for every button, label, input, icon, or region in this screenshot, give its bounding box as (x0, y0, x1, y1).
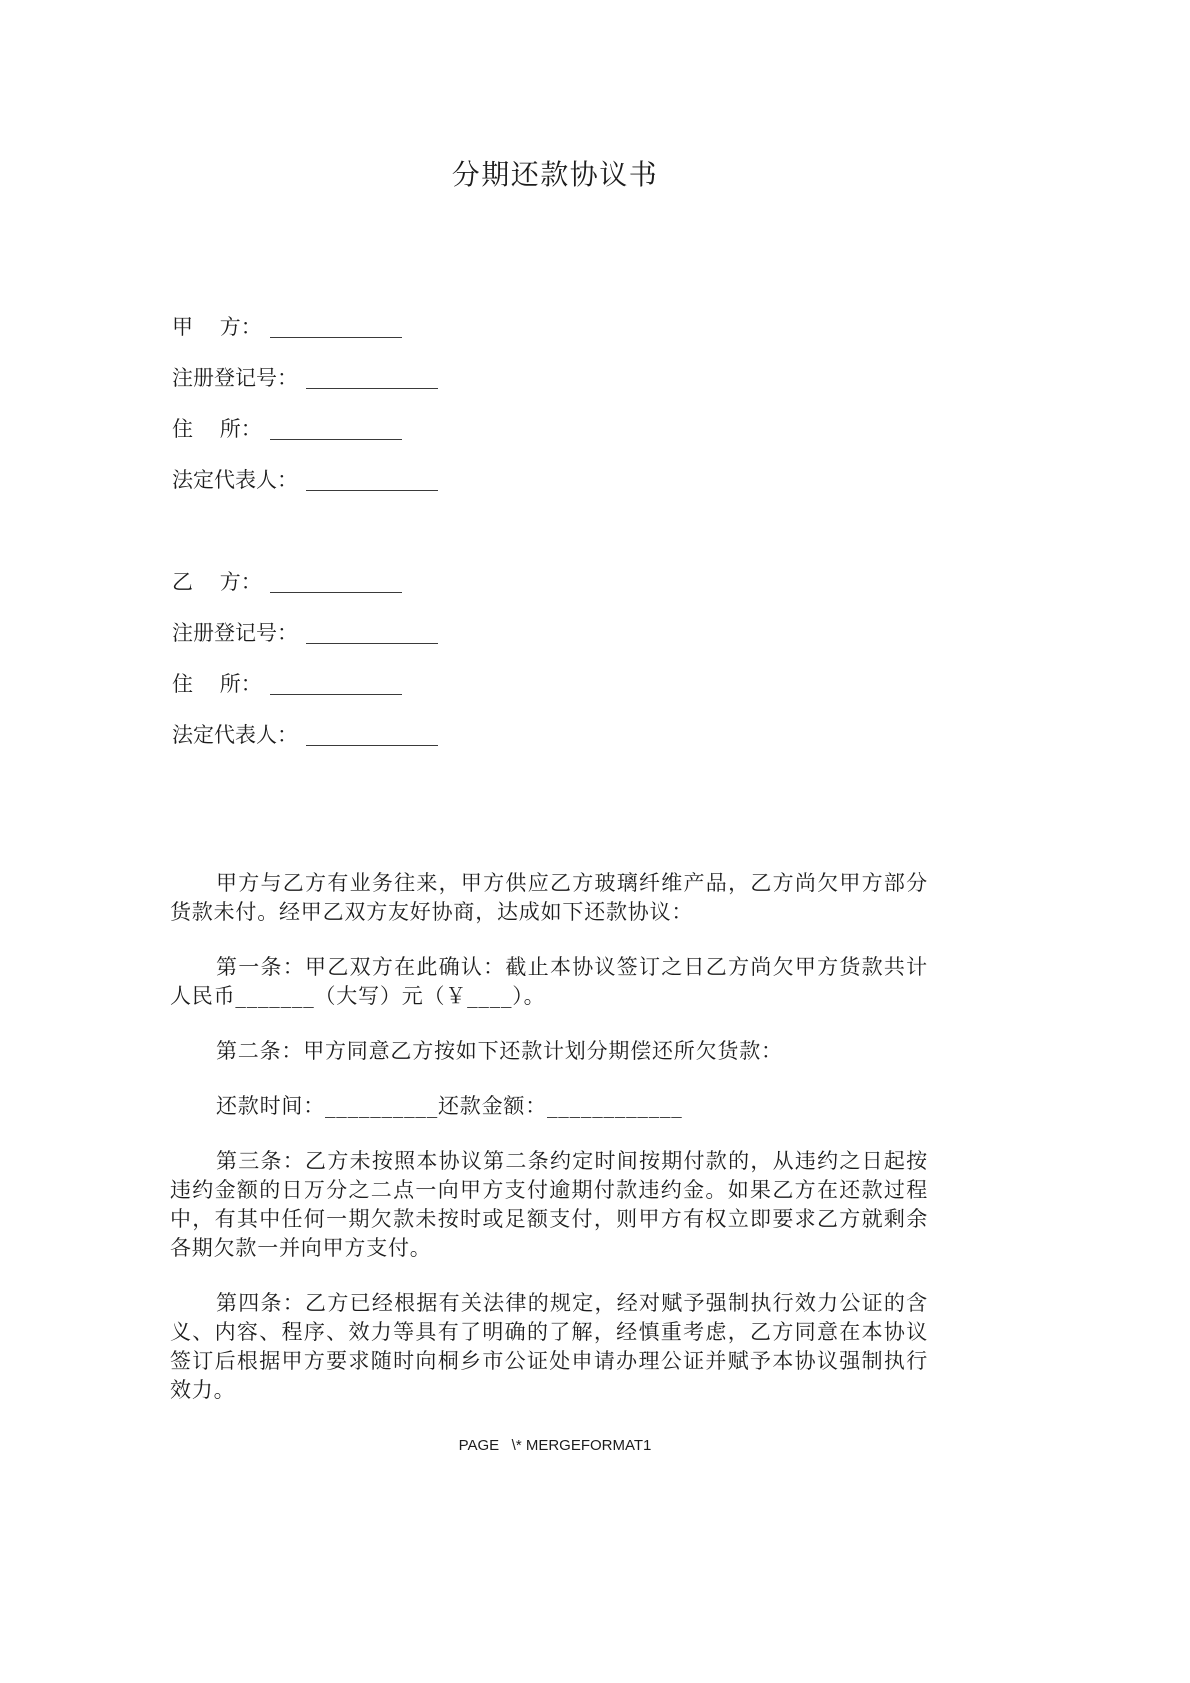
intro-line: 甲方与乙方有业务往来，甲方供应乙方玻璃纤维产品，乙方尚欠甲方部分 (216, 871, 928, 895)
clause-3-line: 各期欠款一并向甲方支付。 (170, 1236, 432, 1260)
party-b-address-blank (270, 676, 402, 695)
party-a-address-label: 住 所： (172, 417, 262, 441)
party-b-name-row (172, 557, 438, 608)
intro-line: 货款未付。经甲乙双方友好协商，达成如下还款协议： (170, 900, 694, 924)
clause-4-line: 效力。 (170, 1378, 236, 1402)
party-a-name-blank (270, 319, 402, 338)
clause-3-line: 违约金额的日万分之二点一向甲方支付逾期付款违约金。如果乙方在还款过程 (170, 1178, 928, 1202)
party-a-representative-blank (306, 472, 438, 491)
repayment-schedule-paragraph (170, 1092, 928, 1121)
party-a-address-blank (270, 421, 402, 440)
clause-4-line: 义、内容、程序、效力等具有了明确的了解，经慎重考虑，乙方同意在本协议 (170, 1320, 928, 1344)
clause-2-paragraph (170, 1037, 928, 1066)
party-a-registration-row (172, 353, 438, 404)
party-a-registration-label: 注册登记号： (172, 366, 298, 390)
party-a-name-label: 甲 方： (172, 315, 262, 339)
clause-3-line: 第三条：乙方未按照本协议第二条约定时间按期付款的，从违约之日起按 (216, 1149, 928, 1173)
party-b-block (172, 557, 438, 761)
party-b-registration-blank (306, 625, 438, 644)
clause-1-line: 第一条：甲乙双方在此确认：截止本协议签订之日乙方尚欠甲方货款共计 (216, 955, 928, 979)
party-b-name-label: 乙 方： (172, 570, 262, 594)
party-b-registration-row (172, 608, 438, 659)
party-b-representative-row (172, 710, 438, 761)
party-a-representative-label: 法定代表人： (172, 468, 298, 492)
party-a-address-row (172, 404, 438, 455)
party-b-representative-blank (306, 727, 438, 746)
clause-2-line: 第二条：甲方同意乙方按如下还款计划分期偿还所欠货款： (216, 1039, 783, 1063)
party-a-name-row (172, 302, 438, 353)
party-b-address-row (172, 659, 438, 710)
page-footer: PAGE \* MERGEFORMAT1 (458, 1437, 652, 1454)
party-b-name-blank (270, 574, 402, 593)
party-a-representative-row (172, 455, 438, 506)
party-b-address-label: 住 所： (172, 672, 262, 696)
clause-3-line: 中，有其中任何一期欠款未按时或足额支付，则甲方有权立即要求乙方就剩余 (170, 1207, 928, 1231)
party-b-registration-label: 注册登记号： (172, 621, 298, 645)
party-a-block (172, 302, 438, 506)
repayment-schedule-line: 还款时间：__________还款金额：____________ (216, 1094, 683, 1118)
clause-1-paragraph (170, 953, 928, 1011)
clause-1-line: 人民币_______（大写）元（￥____）。 (170, 984, 546, 1008)
party-b-representative-label: 法定代表人： (172, 723, 298, 747)
clause-4-paragraph (170, 1289, 928, 1405)
clause-4-line: 第四条：乙方已经根据有关法律的规定，经对赋予强制执行效力公证的含 (216, 1291, 928, 1315)
agreement-body (170, 869, 928, 1431)
document-title: 分期还款协议书 (451, 158, 659, 191)
party-a-registration-blank (306, 370, 438, 389)
clause-4-line: 签订后根据甲方要求随时向桐乡市公证处申请办理公证并赋予本协议强制执行 (170, 1349, 928, 1373)
clause-3-paragraph (170, 1147, 928, 1263)
intro-paragraph (170, 869, 928, 927)
